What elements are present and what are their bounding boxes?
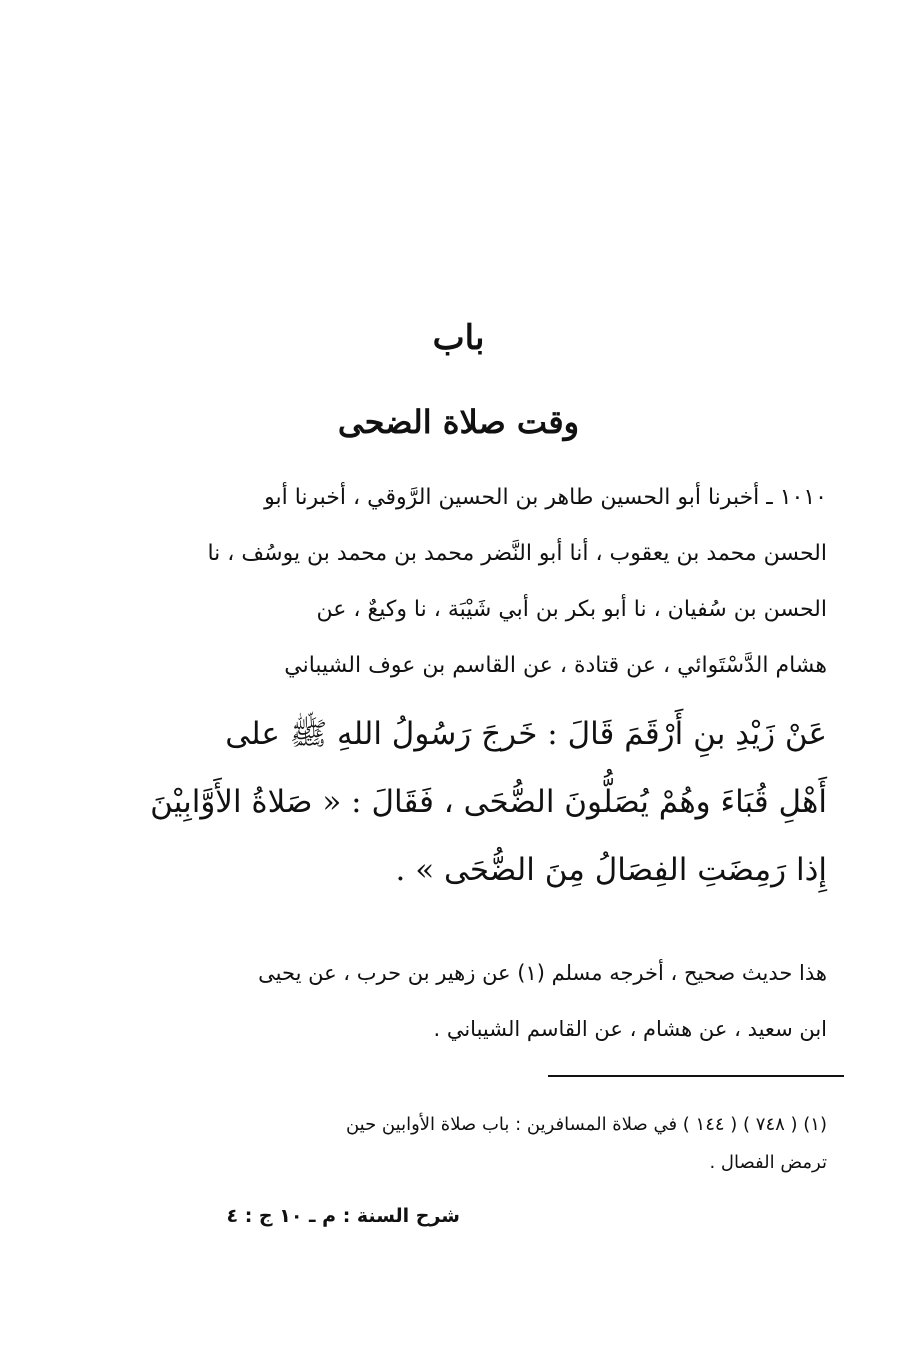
isnad-line: الحسن محمد بن يعقوب ، أنا أبو النَّضر محمد بن محمد بن يوسُف ، نا <box>207 541 827 566</box>
chapter-label: باب <box>432 318 485 358</box>
hadith-line: عَنْ زَيْدِ بنِ أَرْقَمَ قَالَ : خَرجَ رَسُولُ اللهِ ﷺ على <box>225 716 827 752</box>
isnad-line: ١٠١٠ ـ أخبرنا أبو الحسين طاهر بن الحسين الرَّوقي ، أخبرنا أبو <box>264 485 827 510</box>
grading-line: ابن سعيد ، عن هشام ، عن القاسم الشيباني . <box>433 1017 827 1041</box>
grading-paragraph <box>167 945 827 1057</box>
page-signature: شرح السنة : م ـ ١٠ ج : ٤ <box>226 1205 460 1227</box>
grading-line: هذا حديث صحيح ، أخرجه مسلم (١) عن زهير بن حرب ، عن يحيى <box>258 961 827 985</box>
footnote-line: ترمض الفصال . <box>709 1152 827 1173</box>
footnote-line: (١) ( ٧٤٨ ) ( ١٤٤ ) في صلاة المسافرين : باب صلاة الأوابين حين <box>345 1114 827 1135</box>
footnote-divider <box>548 1075 844 1077</box>
isnad-line: هشام الدَّسْتَوائي ، عن قتادة ، عن القاسم بن عوف الشيباني <box>284 653 827 678</box>
chapter-title: وقت صلاة الضحى <box>337 403 580 441</box>
footnote <box>167 1106 827 1182</box>
hadith-line: أَهْلِ قُبَاءَ وهُمْ يُصَلُّونَ الضُّحَى ، فَقَالَ : « صَلاةُ الأَوَّابِيْنَ <box>150 784 827 820</box>
hadith-text <box>150 700 827 904</box>
isnad-line: الحسن بن سُفيان ، نا أبو بكر بن أبي شَيْبَة ، نا وكيعٌ ، عن <box>316 597 827 622</box>
isnad-paragraph <box>167 470 827 694</box>
hadith-line: إِذا رَمِضَتِ الفِصَالُ مِنَ الضُّحَى » . <box>395 852 827 888</box>
